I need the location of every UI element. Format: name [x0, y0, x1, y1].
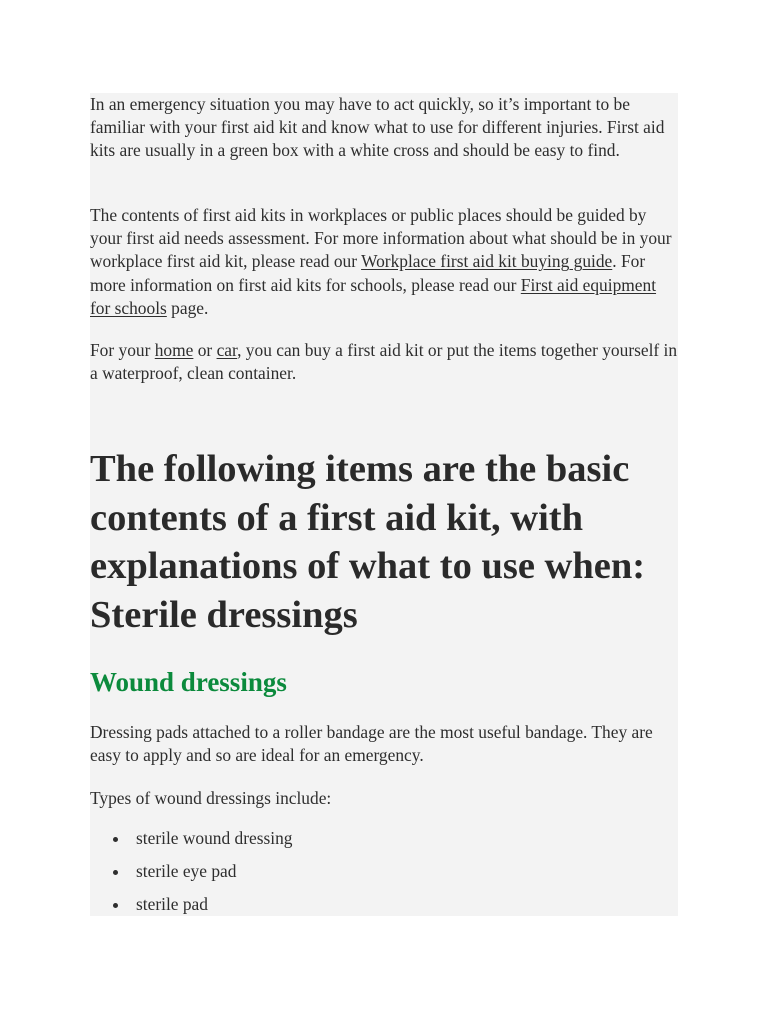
- types-intro-paragraph: Types of wound dressings include:: [90, 788, 332, 808]
- list-item: [90, 893, 293, 916]
- wound-dressings-heading: Wound dressings: [90, 667, 287, 697]
- list-item-label: sterile eye pad: [136, 861, 237, 881]
- list-item-label: sterile pad: [136, 894, 208, 914]
- document-content: [90, 93, 678, 916]
- workplace-text-2: . For more information on first aid kits for schools, please read our: [90, 251, 646, 295]
- list-item: [90, 827, 293, 860]
- wound-dressing-types-list: [90, 827, 293, 916]
- home-car-text-3: , you can buy a first aid kit or put the items together yourself in a waterproof, clean container.: [90, 340, 678, 384]
- list-item: [90, 860, 293, 893]
- car-link[interactable]: car: [216, 340, 238, 360]
- workplace-text-3: page.: [166, 297, 209, 318]
- workplace-paragraph: [90, 204, 678, 320]
- home-car-paragraph: [90, 339, 678, 385]
- bullet-icon: [113, 903, 118, 908]
- bullet-icon: [113, 870, 118, 875]
- workplace-buying-guide-link[interactable]: Workplace first aid kit buying guide: [361, 251, 613, 272]
- intro-paragraph: In an emergency situation you may have to act quickly, so it’s important to be familiar with your first aid kit and know what to use for different injuries. First aid kits are usually in a green box with a white cross and should be easy to find.: [90, 94, 665, 161]
- home-car-text-1: For your: [90, 340, 155, 360]
- home-link[interactable]: home: [154, 340, 194, 360]
- home-car-text-2: or: [193, 340, 217, 360]
- workplace-text-1: The contents of first aid kits in workplaces or public places should be guided by your first aid needs assessment. For more information about what should be in your workplace first aid kit, please read our: [90, 205, 672, 272]
- bullet-icon: [113, 837, 118, 842]
- list-item-label: sterile wound dressing: [136, 828, 293, 848]
- dressing-pads-paragraph: Dressing pads attached to a roller bandage are the most useful bandage. They are easy to apply and so are ideal for an emergency.: [90, 722, 653, 766]
- section-heading: The following items are the basic contents of a first aid kit, with explanations of what to use when: Sterile dressings: [90, 448, 646, 636]
- schools-equipment-link[interactable]: First aid equipment for schools: [90, 274, 657, 318]
